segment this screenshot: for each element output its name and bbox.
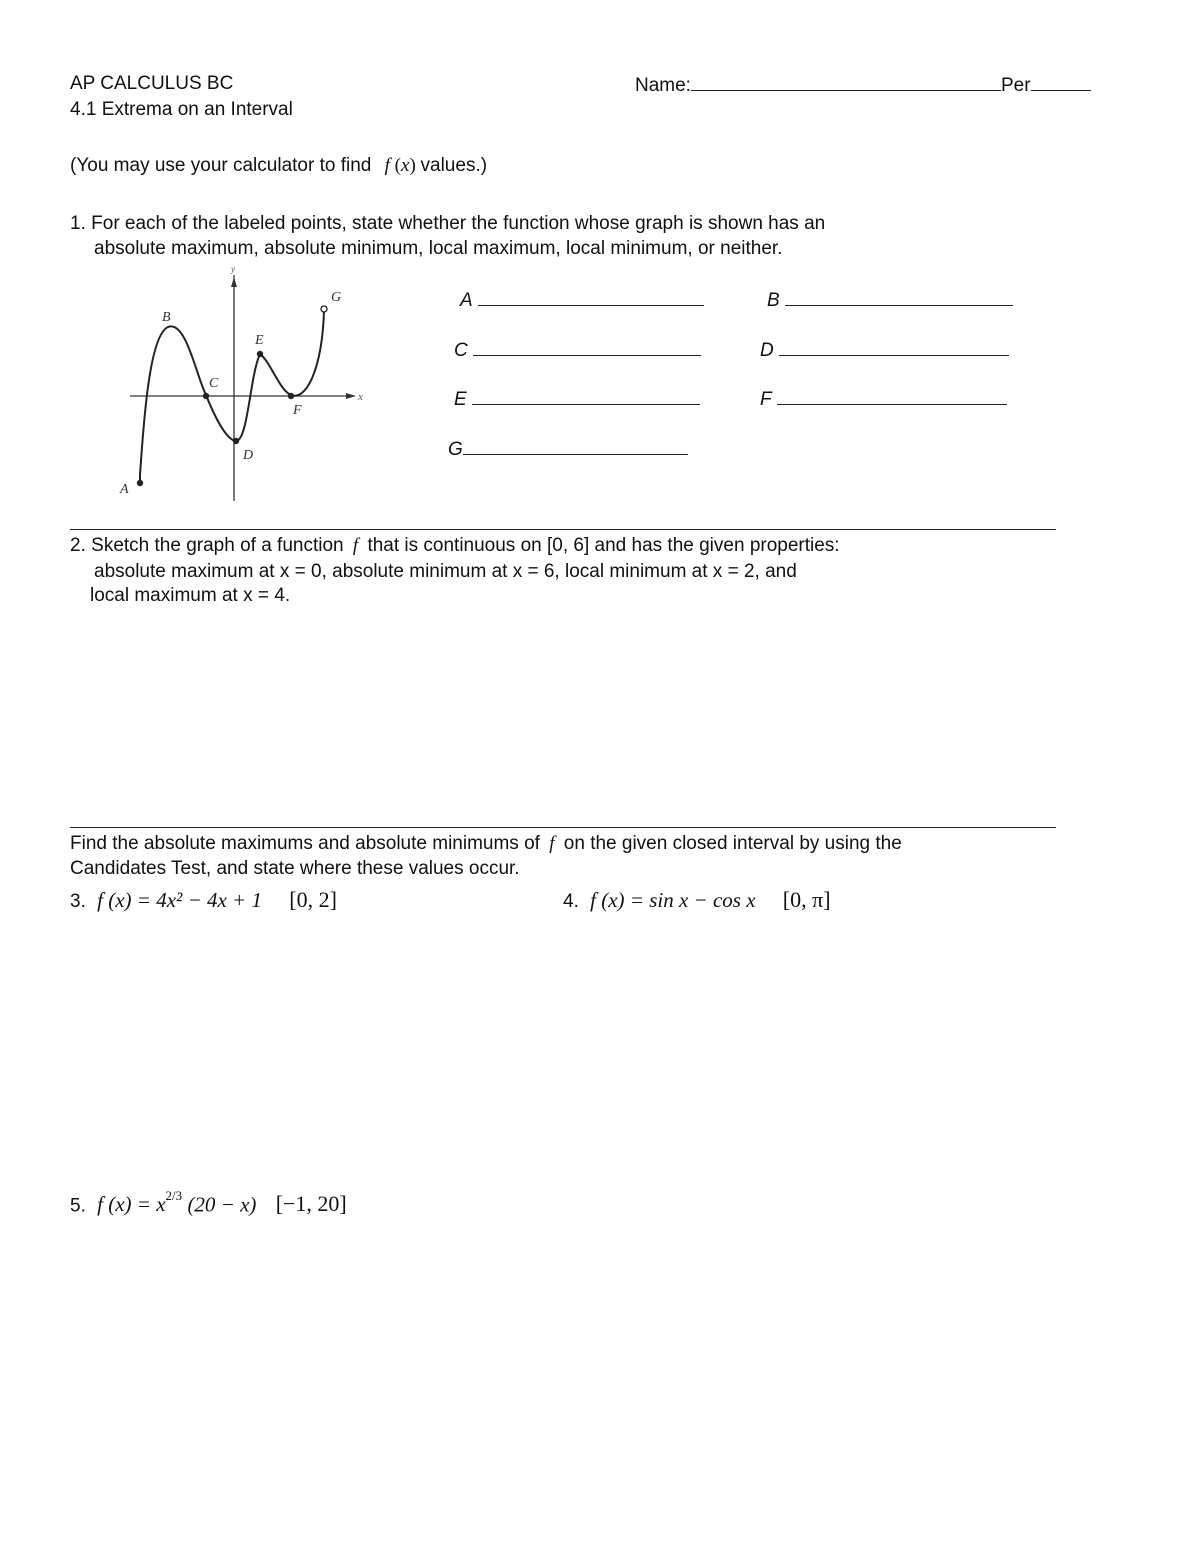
answer-f-label: F bbox=[760, 389, 772, 410]
answer-g-blank[interactable] bbox=[463, 436, 688, 455]
point-d bbox=[233, 438, 239, 444]
q4-interval: [0, π] bbox=[782, 887, 831, 912]
q3-number: 3. bbox=[70, 891, 86, 912]
label-f: F bbox=[293, 403, 302, 418]
per-label: Per bbox=[1000, 75, 1031, 96]
candidates-text-b: on the given closed interval by using the bbox=[563, 833, 902, 854]
name-field bbox=[635, 72, 1091, 98]
answer-d bbox=[760, 337, 1009, 363]
candidates-line2: Candidates Test, and state where these values occur. bbox=[70, 858, 520, 879]
label-d: D bbox=[243, 448, 254, 463]
q1-text: For each of the labeled points, state whether the function whose graph is shown has an bbox=[91, 213, 826, 234]
answer-d-blank[interactable] bbox=[779, 337, 1009, 356]
q3 bbox=[70, 886, 337, 916]
point-g-open bbox=[321, 306, 327, 312]
answer-g-label: G bbox=[448, 439, 463, 460]
q2-line1 bbox=[70, 534, 840, 558]
q1-line1 bbox=[70, 212, 825, 236]
function-curve bbox=[140, 311, 324, 483]
q3-function: f (x) = 4x² − 4x + 1 bbox=[97, 888, 262, 912]
q2-text-a: Sketch the graph of a function bbox=[91, 535, 344, 556]
divider-2 bbox=[70, 827, 1056, 828]
point-a bbox=[137, 480, 143, 486]
q2-line2: absolute maximum at x = 0, absolute minimum at x = 6, local minimum at x = 2, and bbox=[94, 561, 797, 582]
note-text: (You may use your calculator to find bbox=[70, 155, 372, 176]
answer-f bbox=[760, 386, 1007, 412]
q4-number: 4. bbox=[563, 891, 579, 912]
course-title: AP CALCULUS BC bbox=[70, 73, 234, 94]
q1-line2: absolute maximum, absolute minimum, local maximum, local minimum, or neither. bbox=[94, 238, 783, 259]
answer-d-label: D bbox=[760, 340, 774, 361]
answer-f-blank[interactable] bbox=[777, 386, 1007, 405]
q5-number: 5. bbox=[70, 1195, 86, 1217]
answer-c bbox=[454, 337, 701, 363]
name-blank[interactable] bbox=[691, 72, 1001, 91]
note-x: x bbox=[401, 155, 410, 176]
answer-c-blank[interactable] bbox=[473, 337, 701, 356]
candidates-text-a: Find the absolute maximums and absolute minimums of bbox=[70, 833, 540, 854]
per-blank[interactable] bbox=[1031, 72, 1091, 91]
point-c bbox=[203, 393, 209, 399]
label-b: B bbox=[162, 310, 171, 325]
q5-function-factor: (20 − x) bbox=[187, 1192, 257, 1217]
note-f: f bbox=[384, 155, 390, 176]
candidates-f: f bbox=[549, 833, 555, 854]
q2-line3: local maximum at x = 4. bbox=[90, 585, 291, 606]
answer-c-label: C bbox=[454, 340, 468, 361]
note-text-after: values.) bbox=[420, 155, 488, 176]
x-axis-label: x bbox=[358, 391, 363, 403]
q2-number: 2. bbox=[70, 535, 86, 556]
q1-number: 1. bbox=[70, 213, 86, 234]
answer-a bbox=[460, 287, 704, 313]
candidates-line1 bbox=[70, 832, 902, 856]
label-g: G bbox=[331, 290, 342, 305]
q5 bbox=[70, 1186, 347, 1220]
answer-b bbox=[767, 287, 1013, 313]
answer-e-blank[interactable] bbox=[472, 386, 700, 405]
y-axis-label: y bbox=[231, 265, 235, 274]
q4 bbox=[563, 886, 831, 916]
q5-exponent: 2/3 bbox=[165, 1188, 183, 1203]
point-f bbox=[288, 393, 294, 399]
q2-f: f bbox=[352, 535, 359, 556]
q2-text-b: that is continuous on [0, 6] and has the given properties: bbox=[367, 535, 840, 556]
answer-b-blank[interactable] bbox=[785, 287, 1013, 306]
answer-b-label: B bbox=[767, 290, 780, 311]
q5-function-base: f (x) = x bbox=[97, 1192, 166, 1217]
y-axis-arrow bbox=[231, 277, 237, 287]
answer-e bbox=[454, 386, 700, 412]
label-e: E bbox=[255, 333, 264, 348]
answer-g bbox=[448, 436, 688, 462]
label-a: A bbox=[120, 482, 129, 497]
calculator-note: (You may use your calculator to find f (x) values.) bbox=[70, 155, 488, 176]
x-axis-arrow bbox=[346, 393, 356, 399]
q1-graph bbox=[110, 265, 380, 505]
q5-interval: [−1, 20] bbox=[275, 1191, 347, 1217]
q3-interval: [0, 2] bbox=[289, 887, 337, 912]
answer-a-blank[interactable] bbox=[478, 287, 704, 306]
point-e bbox=[257, 351, 263, 357]
answer-a-label: A bbox=[460, 290, 473, 311]
label-c: C bbox=[209, 376, 219, 391]
answer-e-label: E bbox=[454, 389, 467, 410]
q4-function: f (x) = sin x − cos x bbox=[590, 888, 756, 912]
section-title: 4.1 Extrema on an Interval bbox=[70, 99, 293, 120]
name-label: Name: bbox=[635, 75, 691, 96]
divider-1 bbox=[70, 529, 1056, 530]
